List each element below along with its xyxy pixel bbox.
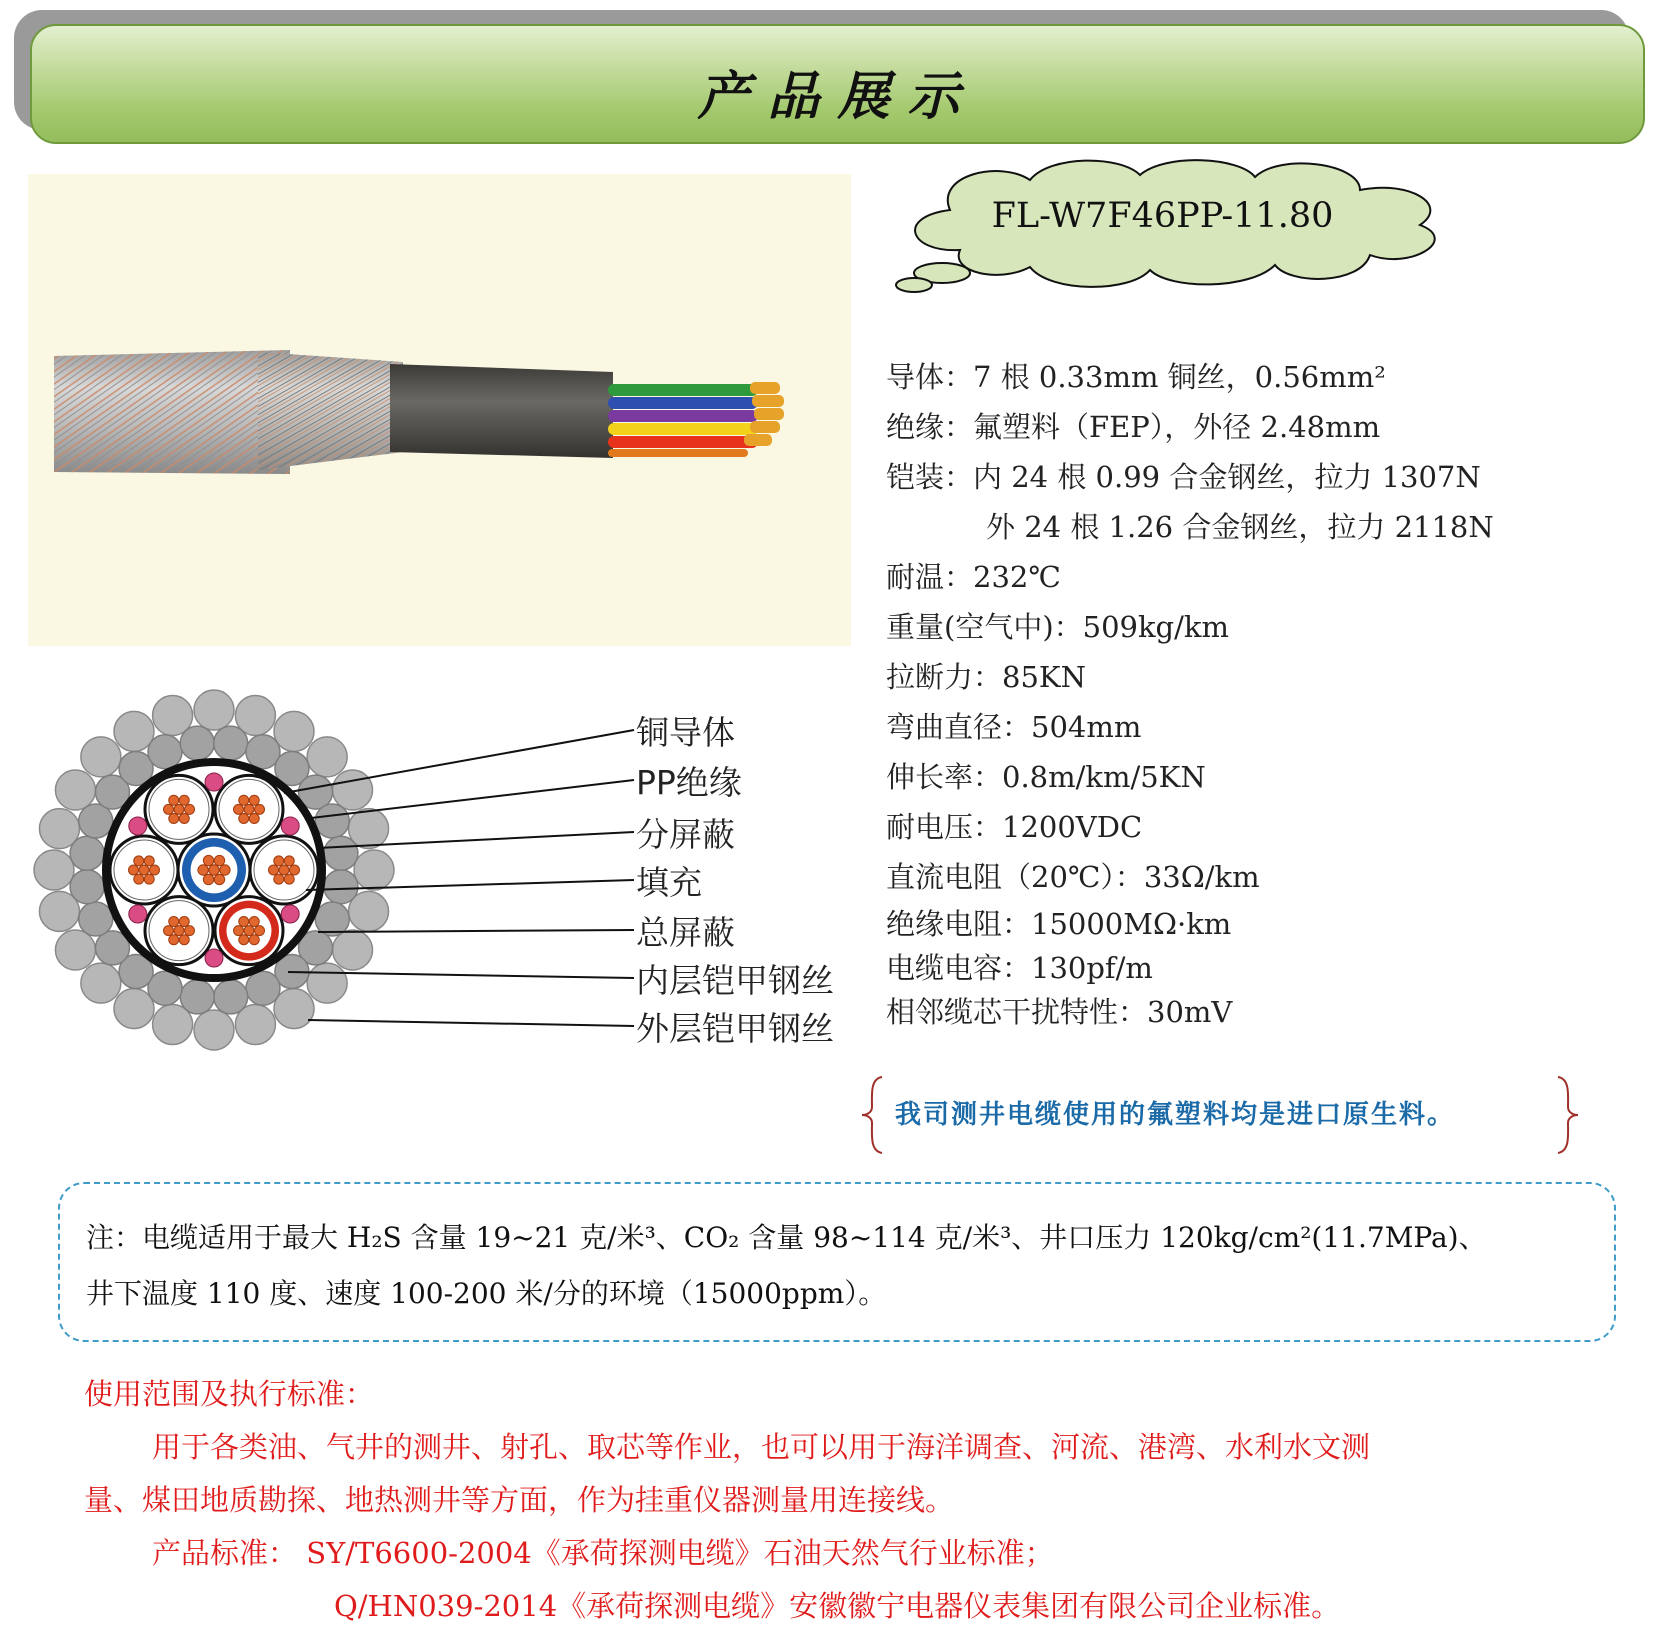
copper-strand: [269, 865, 279, 875]
outer-armor-wire: [55, 770, 95, 810]
copper-strand: [249, 813, 259, 823]
spec-weight: 重量(空气中)：509kg/km: [886, 610, 1229, 644]
scope-body-line-1: 用于各类油、气井的测井、射孔、取芯等作业，也可以用于海洋调查、河流、港湾、水利水文测: [152, 1430, 1371, 1464]
outer-armor-wire: [333, 930, 373, 970]
copper-strand: [239, 935, 249, 945]
standard-line-1: 产品标准： SY/T6600-2004《承荷探测电缆》石油天然气行业标准；: [152, 1536, 1054, 1570]
inner-armor-wire: [148, 735, 182, 769]
label-inner-armor: 内层铠甲钢丝: [636, 961, 834, 1000]
outer-armor-wire: [194, 690, 234, 730]
spec-crosstalk: 相邻缆芯干扰特性：30mV: [886, 995, 1233, 1029]
copper-strand: [169, 917, 179, 927]
callout-text: 我司测井电缆使用的氟塑料均是进口原生料。: [895, 1100, 1456, 1130]
outer-armor-wire: [34, 850, 74, 890]
copper-strand: [220, 865, 230, 875]
copper-strand: [144, 856, 154, 866]
label-overall-shield: 总屏蔽: [636, 913, 735, 952]
copper-strand: [234, 804, 244, 814]
copper-strand: [274, 856, 284, 866]
outer-armor-wire: [354, 850, 394, 890]
inner-armor-wire: [180, 980, 214, 1014]
copper-strand: [164, 926, 174, 936]
copper-strand: [179, 795, 189, 805]
copper-strand: [279, 865, 289, 875]
copper-strand: [255, 804, 265, 814]
outer-armor-wire: [274, 711, 314, 751]
outer-armor-wire: [114, 711, 154, 751]
outer-armor-wire: [55, 930, 95, 970]
copper-strand: [290, 865, 300, 875]
copper-strand: [144, 874, 154, 884]
copper-strand: [174, 804, 184, 814]
copper-strand: [134, 856, 144, 866]
scope-section: [84, 1368, 1624, 1633]
inner-armor-wire: [180, 726, 214, 760]
inner-armor-wire: [324, 870, 358, 904]
filler: [281, 817, 299, 835]
copper-strand: [179, 813, 189, 823]
copper-strand: [169, 935, 179, 945]
inner-armor-wire: [324, 836, 358, 870]
copper-strand: [239, 795, 249, 805]
label-individual-shield: 分屏蔽: [636, 815, 735, 854]
filler: [129, 817, 147, 835]
spec-list: [886, 352, 1626, 1034]
copper-strand: [244, 804, 254, 814]
spec-dc-resistance: 直流电阻（20℃）：33Ω/km: [886, 860, 1260, 894]
outer-armor-wire: [307, 963, 347, 1003]
label-copper-conductor: 铜导体: [636, 713, 735, 752]
copper-strand: [284, 856, 294, 866]
filler: [205, 949, 223, 967]
outer-armor-wire: [307, 737, 347, 777]
page-title: 产品展示: [697, 66, 978, 127]
label-filler: 填充: [636, 863, 702, 902]
outer-armor-wire: [274, 989, 314, 1029]
model-code: FL-W7F46PP-11.80: [991, 196, 1334, 236]
outer-armor-wire: [114, 989, 154, 1029]
copper-strand: [214, 855, 224, 865]
copper-strand: [284, 874, 294, 884]
spec-armor-inner: 铠装：内 24 根 0.99 合金钢丝，拉力 1307N: [886, 460, 1481, 494]
copper-strand: [239, 917, 249, 927]
copper-strand: [255, 926, 265, 936]
spec-elongation: 伸长率：0.8m/km/5KN: [886, 760, 1206, 794]
inner-armor-wire: [79, 902, 113, 936]
copper-strand: [185, 926, 195, 936]
note-text: [86, 1210, 1626, 1322]
inner-armor-wire: [315, 804, 349, 838]
copper-strand: [134, 874, 144, 884]
spec-conductor: 导体：7 根 0.33mm 铜丝，0.56mm²: [886, 360, 1386, 394]
copper-strand: [139, 865, 149, 875]
copper-strand: [129, 865, 139, 875]
copper-strand: [174, 926, 184, 936]
spec-temperature: 耐温：232℃: [886, 560, 1061, 594]
inner-armor-wire: [214, 726, 248, 760]
spec-insulation: 绝缘：氟塑料（FEP），外径 2.48mm: [886, 410, 1381, 444]
standard-line-2: Q/HN039-2014《承荷探测电缆》安徽徽宁电器仪表集团有限公司企业标准。: [334, 1589, 1341, 1623]
filler: [205, 773, 223, 791]
copper-strand: [274, 874, 284, 884]
copper-strand: [234, 926, 244, 936]
filler: [129, 905, 147, 923]
outer-armor-wire: [333, 770, 373, 810]
copper-strand: [249, 917, 259, 927]
copper-strand: [179, 935, 189, 945]
title-banner: [30, 24, 1645, 144]
spec-armor-outer: 外 24 根 1.26 合金钢丝，拉力 2118N: [986, 510, 1494, 544]
copper-strand: [244, 926, 254, 936]
scope-body-line-2: 量、煤田地质勘探、地热测井等方面，作为挂重仪器测量用连接线。: [84, 1483, 955, 1517]
copper-strand: [203, 855, 213, 865]
copper-strand: [169, 813, 179, 823]
note-line-1: 注：电缆适用于最大 H₂S 含量 19~21 克/米³、CO₂ 含量 98~114 克/米³、井口压力 120kg/cm²(11.7MPa)、: [86, 1221, 1487, 1254]
outer-armor-wire: [194, 1010, 234, 1050]
label-pp-insulation: PP绝缘: [636, 763, 742, 802]
note-line-2: 井下温度 110 度、速度 100-200 米/分的环境（15000ppm）。: [86, 1277, 887, 1310]
inner-armor-wire: [246, 971, 280, 1005]
copper-strand: [185, 804, 195, 814]
copper-strand: [249, 935, 259, 945]
copper-strand: [209, 865, 219, 875]
spec-voltage: 耐电压：1200VDC: [886, 810, 1143, 844]
outer-armor-wire: [81, 963, 121, 1003]
spec-bend-diameter: 弯曲直径：504mm: [886, 710, 1142, 744]
label-outer-armor: 外层铠甲钢丝: [636, 1009, 834, 1048]
copper-strand: [150, 865, 160, 875]
scope-heading: 使用范围及执行标准：: [84, 1377, 375, 1411]
cable-photo: [28, 174, 851, 646]
filler: [281, 905, 299, 923]
copper-strand: [169, 795, 179, 805]
inner-armor-wire: [70, 870, 104, 904]
copper-strand: [164, 804, 174, 814]
inner-armor-wire: [214, 980, 248, 1014]
copper-strand: [198, 865, 208, 875]
copper-strand: [214, 874, 224, 884]
copper-strand: [249, 795, 259, 805]
inner-armor-wire: [70, 836, 104, 870]
copper-strand: [203, 874, 213, 884]
spec-capacitance: 电缆电容：130pf/m: [886, 951, 1153, 985]
outer-armor-wire: [81, 737, 121, 777]
spec-insulation-resistance: 绝缘电阻：15000MΩ·km: [886, 907, 1232, 941]
copper-strand: [239, 813, 249, 823]
copper-strand: [179, 917, 189, 927]
spec-breaking-force: 拉断力：85KN: [886, 660, 1086, 694]
